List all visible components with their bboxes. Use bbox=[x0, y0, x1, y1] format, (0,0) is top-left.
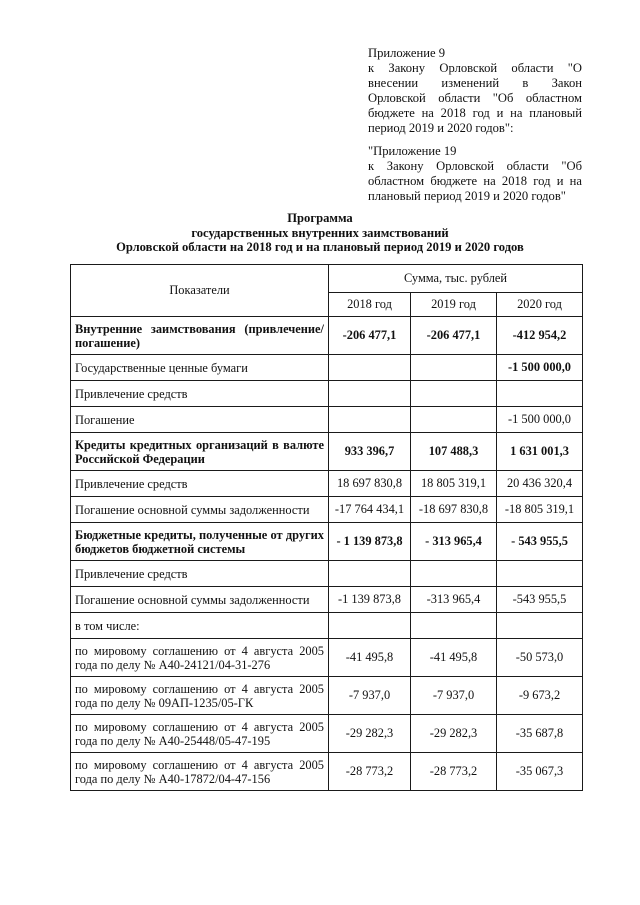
row-value-2018: -17 764 434,1 bbox=[329, 497, 411, 523]
row-value-2020: -50 573,0 bbox=[497, 639, 583, 677]
row-label: Привлечение средств bbox=[71, 471, 329, 497]
row-value-2018: -206 477,1 bbox=[329, 317, 411, 355]
title-line-3: Орловской области на 2018 год и на плановый период 2019 и 2020 годов bbox=[116, 240, 524, 254]
row-value-2020 bbox=[497, 561, 583, 587]
row-label: Погашение bbox=[71, 407, 329, 433]
row-value-2018: 933 396,7 bbox=[329, 433, 411, 471]
row-value-2020: - 543 955,5 bbox=[497, 523, 583, 561]
title-line-1: Программа bbox=[287, 211, 353, 225]
row-value-2019: -41 495,8 bbox=[411, 639, 497, 677]
row-label: Привлечение средств bbox=[71, 381, 329, 407]
row-value-2018: -7 937,0 bbox=[329, 677, 411, 715]
row-value-2019: -28 773,2 bbox=[411, 753, 497, 791]
header-year-2020: 2020 год bbox=[497, 293, 583, 317]
appendix-block bbox=[368, 46, 582, 204]
table-row bbox=[71, 317, 583, 355]
row-value-2020: 1 631 001,3 bbox=[497, 433, 583, 471]
table-row bbox=[71, 471, 583, 497]
table-body bbox=[71, 317, 583, 791]
row-value-2020: -1 500 000,0 bbox=[497, 407, 583, 433]
row-value-2019: -206 477,1 bbox=[411, 317, 497, 355]
table-row bbox=[71, 497, 583, 523]
row-value-2018: -1 139 873,8 bbox=[329, 587, 411, 613]
table-row bbox=[71, 523, 583, 561]
row-value-2020 bbox=[497, 381, 583, 407]
row-label: в том числе: bbox=[71, 613, 329, 639]
table-row bbox=[71, 587, 583, 613]
row-value-2019: -7 937,0 bbox=[411, 677, 497, 715]
row-label: Бюджетные кредиты, полученные от других бюджетов бюджетной системы bbox=[71, 523, 329, 561]
table-row bbox=[71, 433, 583, 471]
row-label: Государственные ценные бумаги bbox=[71, 355, 329, 381]
table-row bbox=[71, 613, 583, 639]
table-row bbox=[71, 381, 583, 407]
row-value-2020: -35 687,8 bbox=[497, 715, 583, 753]
header-year-2019: 2019 год bbox=[411, 293, 497, 317]
table-row bbox=[71, 407, 583, 433]
row-label: по мировому соглашению от 4 августа 2005 года по делу № 09АП-1235/05-ГК bbox=[71, 677, 329, 715]
row-label: Кредиты кредитных организаций в валюте Российской Федерации bbox=[71, 433, 329, 471]
row-value-2018 bbox=[329, 407, 411, 433]
appendix-original-heading: "Приложение 19 bbox=[368, 144, 457, 158]
row-value-2020: -412 954,2 bbox=[497, 317, 583, 355]
header-sum: Сумма, тыс. рублей bbox=[329, 265, 583, 293]
row-value-2018: -41 495,8 bbox=[329, 639, 411, 677]
row-value-2019: -313 965,4 bbox=[411, 587, 497, 613]
borrowing-program-table bbox=[70, 264, 583, 791]
row-value-2020 bbox=[497, 613, 583, 639]
row-value-2020: 20 436 320,4 bbox=[497, 471, 583, 497]
title-line-2: государственных внутренних заимствований bbox=[191, 225, 449, 240]
row-value-2019: 18 805 319,1 bbox=[411, 471, 497, 497]
program-title bbox=[60, 211, 580, 255]
table-row bbox=[71, 677, 583, 715]
row-value-2020: -1 500 000,0 bbox=[497, 355, 583, 381]
row-value-2019: -18 697 830,8 bbox=[411, 497, 497, 523]
appendix-heading: Приложение 9 bbox=[368, 46, 446, 60]
row-value-2019 bbox=[411, 561, 497, 587]
row-value-2018 bbox=[329, 381, 411, 407]
row-value-2018: - 1 139 873,8 bbox=[329, 523, 411, 561]
row-value-2018 bbox=[329, 355, 411, 381]
table-row bbox=[71, 715, 583, 753]
table-row bbox=[71, 355, 583, 381]
table-row bbox=[71, 561, 583, 587]
header-year-2018: 2018 год bbox=[329, 293, 411, 317]
row-value-2020: -18 805 319,1 bbox=[497, 497, 583, 523]
row-value-2018: 18 697 830,8 bbox=[329, 471, 411, 497]
row-label: Внутренние заимствования (привлечение/погашение) bbox=[71, 317, 329, 355]
table-row bbox=[71, 639, 583, 677]
row-value-2019 bbox=[411, 381, 497, 407]
row-value-2019 bbox=[411, 355, 497, 381]
table-row bbox=[71, 753, 583, 791]
row-value-2019: 107 488,3 bbox=[411, 433, 497, 471]
row-value-2018 bbox=[329, 561, 411, 587]
appendix-original-law: к Закону Орловской области "Об областном бюджете на 2018 год и на плановый период 2019 и 2020 годов" bbox=[368, 159, 582, 203]
row-value-2019 bbox=[411, 613, 497, 639]
row-value-2019 bbox=[411, 407, 497, 433]
row-value-2020: -35 067,3 bbox=[497, 753, 583, 791]
row-label: Привлечение средств bbox=[71, 561, 329, 587]
row-label: Погашение основной суммы задолженности bbox=[71, 587, 329, 613]
row-value-2020: -9 673,2 bbox=[497, 677, 583, 715]
row-label: по мировому соглашению от 4 августа 2005 года по делу № А40-17872/04-47-156 bbox=[71, 753, 329, 791]
row-label: Погашение основной суммы задолженности bbox=[71, 497, 329, 523]
row-value-2019: - 313 965,4 bbox=[411, 523, 497, 561]
row-label: по мировому соглашению от 4 августа 2005 года по делу № А40-25448/05-47-195 bbox=[71, 715, 329, 753]
row-value-2018: -29 282,3 bbox=[329, 715, 411, 753]
row-value-2019: -29 282,3 bbox=[411, 715, 497, 753]
header-indicators: Показатели bbox=[71, 265, 329, 317]
appendix-reference-amending-law: к Закону Орловской области "О внесении изменений в Закон Орловской области "Об областном бюджете на 2018 год и на плановый период 2019 и 2020 годов": bbox=[368, 61, 582, 135]
row-value-2018 bbox=[329, 613, 411, 639]
row-value-2018: -28 773,2 bbox=[329, 753, 411, 791]
row-label: по мировому соглашению от 4 августа 2005 года по делу № А40-24121/04-31-276 bbox=[71, 639, 329, 677]
row-value-2020: -543 955,5 bbox=[497, 587, 583, 613]
